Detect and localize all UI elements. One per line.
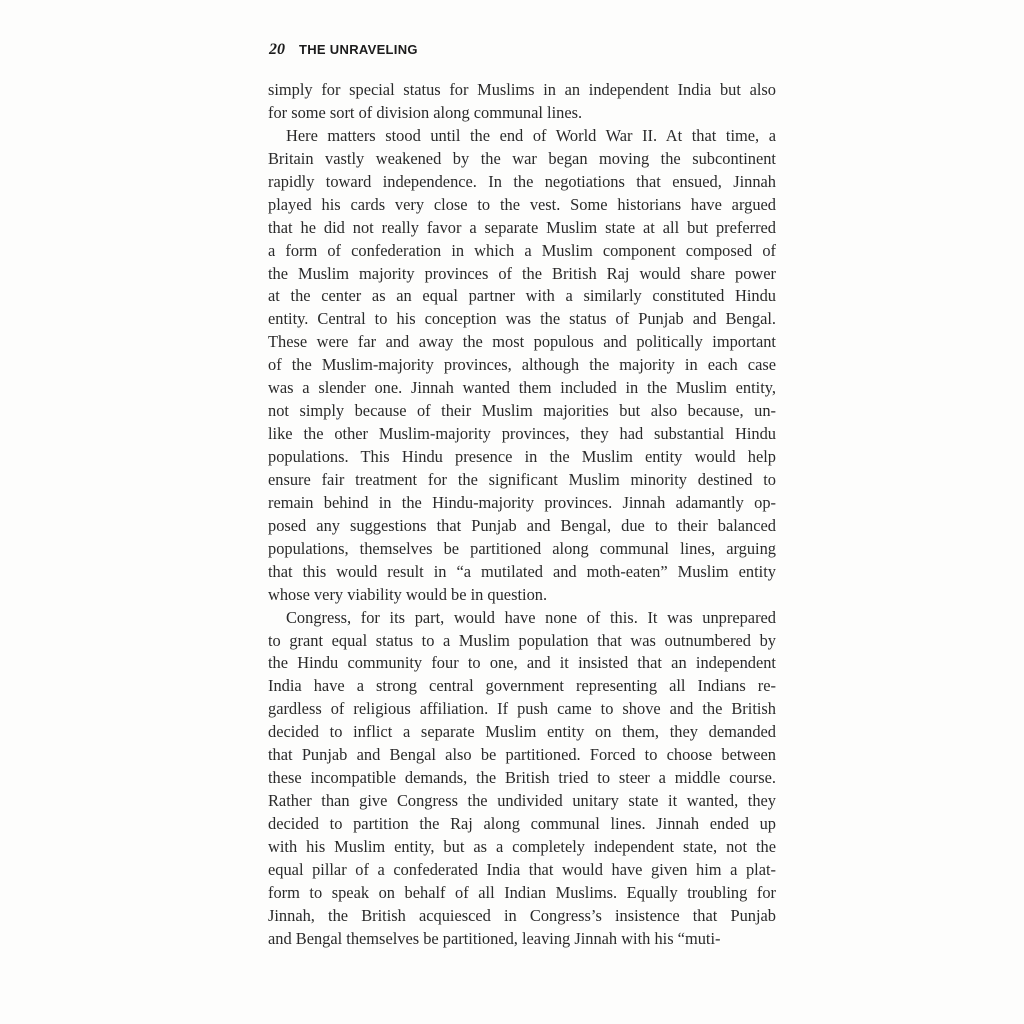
text-line: These were far and away the most populous and politically important <box>268 332 776 352</box>
text-line: populations. This Hindu presence in the Muslim entity would help <box>268 447 776 466</box>
text-line: posed any suggestions that Punjab and Bengal, due to their balanced <box>268 515 776 535</box>
text-line: the Muslim majority provinces of the British Raj would share power <box>268 263 776 283</box>
text-line: at the center as an equal partner with a similarly constituted Hindu <box>268 286 776 306</box>
text-line: of the Muslim-majority provinces, although the majority in each case <box>268 355 776 375</box>
text-line: Jinnah, the British acquiesced in Congress’s insistence that Punjab <box>268 905 776 925</box>
text-line: played his cards very close to the vest. Some historians have argued <box>268 194 776 214</box>
text-line: remain behind in the Hindu-majority provinces. Jinnah adamantly op- <box>268 492 776 512</box>
text-line: gardless of religious affiliation. If push came to shove and the British <box>268 699 776 719</box>
text-line: to grant equal status to a Muslim population that was outnumbered by <box>268 630 776 650</box>
text-line: Rather than give Congress the undivided unitary state it wanted, they <box>268 791 776 811</box>
text-line: equal pillar of a confederated India that would have given him a plat- <box>268 859 776 879</box>
paragraph <box>268 125 776 607</box>
text-line: these incompatible demands, the British tried to steer a middle course. <box>268 768 776 788</box>
text-line: whose very viability would be in question. <box>268 584 548 604</box>
text-line: decided to partition the Raj along communal lines. Jinnah ended up <box>268 814 776 833</box>
text-line: form to speak on behalf of all Indian Muslims. Equally troubling for <box>268 882 776 902</box>
text-line: rapidly toward independence. In the negotiations that ensued, Jinnah <box>268 171 776 191</box>
text-line: and Bengal themselves be partitioned, leaving Jinnah with his “muti- <box>268 928 721 948</box>
text-line: for some sort of division along communal lines. <box>268 102 583 122</box>
text-line: not simply because of their Muslim majorities but also because, un- <box>268 401 776 421</box>
text-line: ensure fair treatment for the significant Muslim minority destined to <box>268 469 776 489</box>
paragraph <box>268 607 776 951</box>
text-line: Britain vastly weakened by the war began moving the subcontinent <box>268 148 776 168</box>
text-line: like the other Muslim-majority provinces, they had substantial Hindu <box>268 424 776 444</box>
text-line: that he did not really favor a separate Muslim state at all but preferred <box>268 217 776 237</box>
text-line: simply for special status for Muslims in an independent India but also <box>268 80 776 99</box>
body-text <box>268 79 776 951</box>
text-line: with his Muslim entity, but as a completely independent state, not the <box>268 836 776 856</box>
running-head: THE UNRAVELING <box>299 42 418 57</box>
paragraph <box>268 79 776 125</box>
text-line: India have a strong central government representing all Indians re- <box>268 676 776 696</box>
text-line: was a slender one. Jinnah wanted them included in the Muslim entity, <box>268 378 776 398</box>
text-line: that Punjab and Bengal also be partitioned. Forced to choose between <box>268 745 776 765</box>
text-line: that this would result in “a mutilated and moth-eaten” Muslim entity <box>268 561 776 581</box>
text-line: populations, themselves be partitioned along communal lines, arguing <box>268 538 776 558</box>
text-line: entity. Central to his conception was the status of Punjab and Bengal. <box>268 309 776 329</box>
text-line: the Hindu community four to one, and it insisted that an independent <box>268 653 776 673</box>
text-line: Congress, for its part, would have none of this. It was unprepared <box>286 607 776 627</box>
text-line: a form of confederation in which a Muslim component composed of <box>268 240 776 260</box>
page-header <box>269 41 418 59</box>
text-line: decided to inflict a separate Muslim entity on them, they demanded <box>268 722 776 742</box>
page-number: 20 <box>269 41 285 58</box>
text-line: Here matters stood until the end of World War II. At that time, a <box>286 125 776 145</box>
